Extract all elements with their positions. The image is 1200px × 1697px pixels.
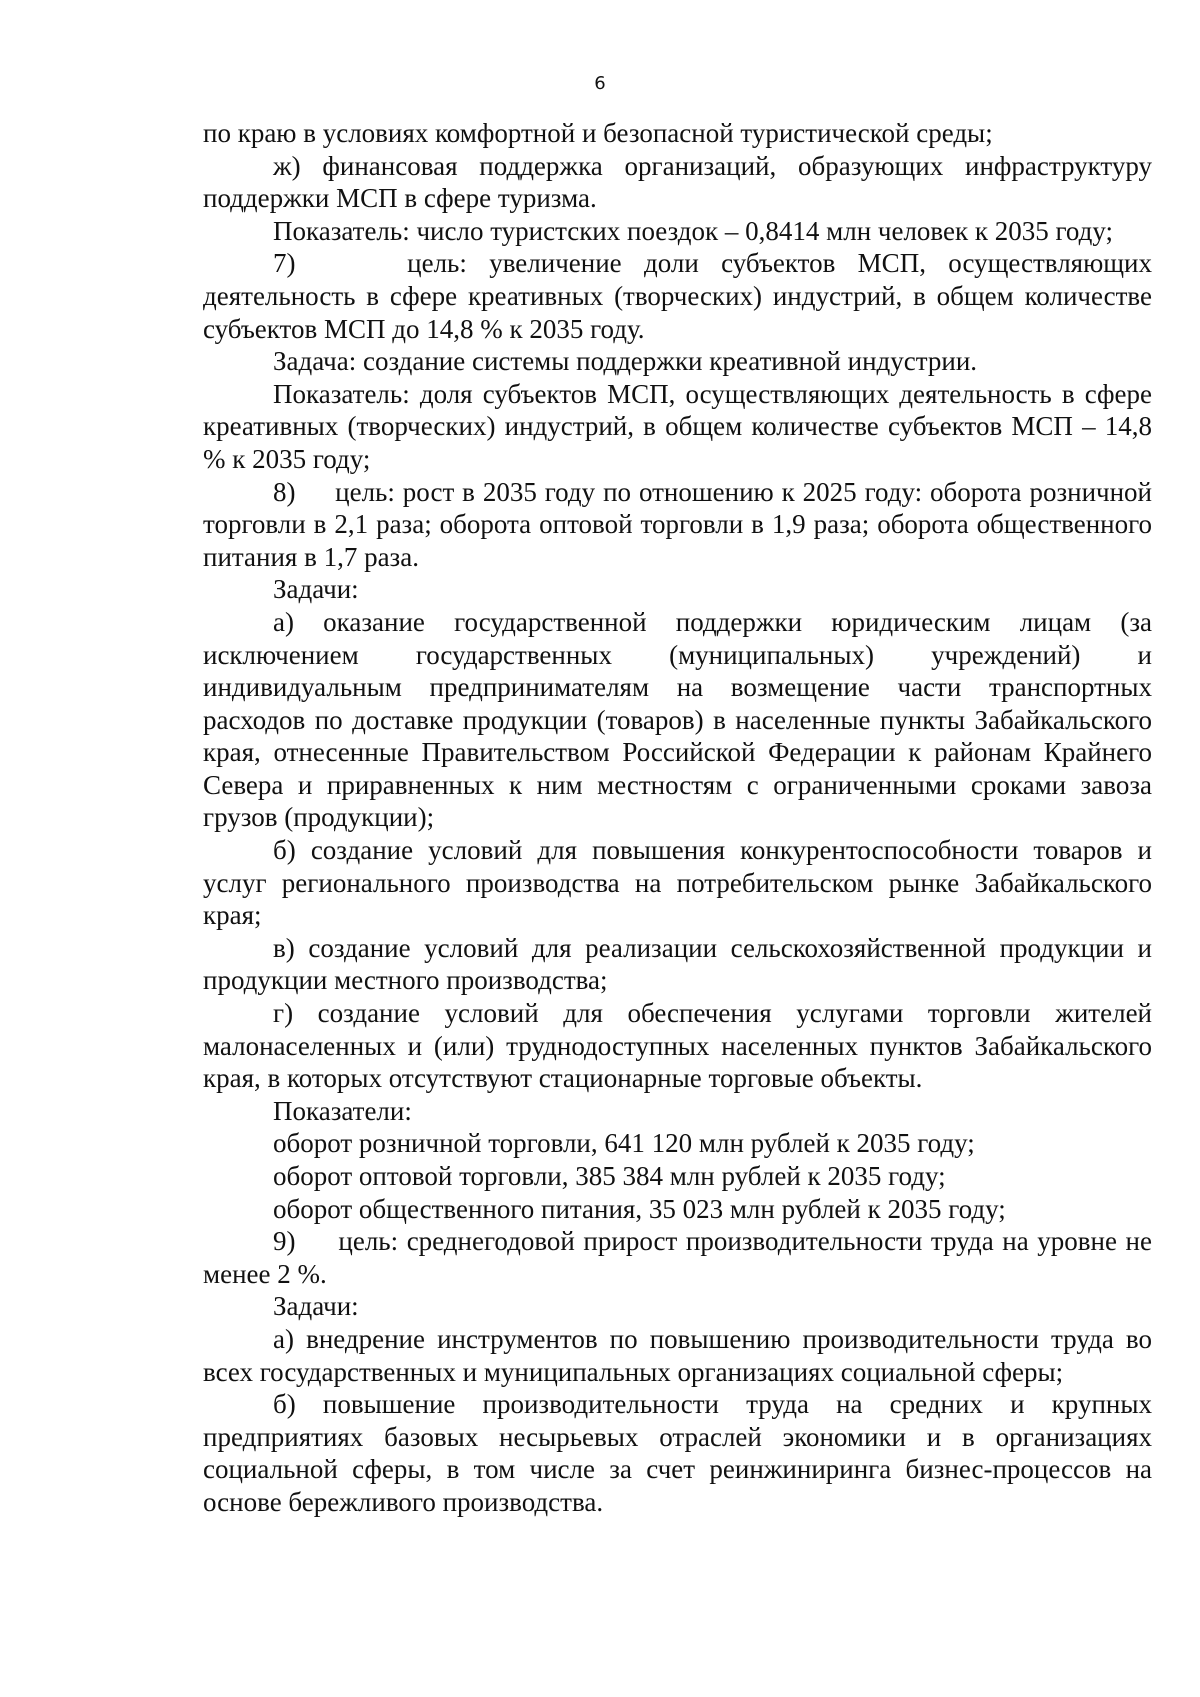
paragraph: б) создание условий для повышения конкурентоспособности товаров и услуг регионального производства на потребительском рынке Забайкальского края; (203, 835, 1152, 931)
paragraph: б) повышение производительности труда на средних и крупных предприятиях базовых несырьевых отраслей экономики и в организациях социальной сферы, в том числе за счет реинжиниринга бизнес-процессов на основе бережливого производства. (203, 1389, 1152, 1517)
paragraph: Показатель: доля субъектов МСП, осуществляющих деятельность в сфере креативных (творческих) индустрий, в общем количестве субъектов МСП – 14,8 % к 2035 году; (203, 378, 1152, 474)
paragraph: ж) финансовая поддержка организаций, образующих инфраструктуру поддержки МСП в сфере туризма. (203, 150, 1152, 214)
paragraph: а) оказание государственной поддержки юридическим лицам (за исключением государственных (муниципальных) учреждений) и индивидуальным предпринимателям на возмещение части транспортных расходов по доставке продукции (товаров) в населенные пункты Забайкальского края, отнесенные Правительством Российской Федерации к районам Крайнего Севера и приравненных к ним местностям с ограниченными сроками завоза грузов (продукции); (203, 606, 1152, 833)
document-body (203, 117, 1152, 1519)
page-number: 6 (594, 73, 606, 94)
paragraph: оборот оптовой торговли, 385 384 млн рублей к 2035 году; (273, 1161, 946, 1191)
paragraph: а) внедрение инструментов по повышению производительности труда во всех государственных и муниципальных организациях социальной сферы; (203, 1323, 1152, 1387)
paragraph: оборот общественного питания, 35 023 млн рублей к 2035 году; (273, 1193, 1006, 1224)
paragraph: 7) цель: увеличение доли субъектов МСП, осуществляющих деятельность в сфере креативных (творческих) индустрий, в общем количестве субъектов МСП до 14,8 % к 2035 году. (203, 248, 1152, 344)
paragraph: 9) цель: среднегодовой прирост производительности труда на уровне не менее 2 %. (203, 1226, 1152, 1289)
paragraph: Показатели: (273, 1095, 412, 1126)
paragraph: Задачи: (273, 574, 359, 605)
paragraph: Показатель: число туристских поездок – 0,8414 млн человек к 2035 году; (273, 215, 1113, 246)
paragraph: по краю в условиях комфортной и безопасной туристической среды; (203, 118, 993, 148)
paragraph: в) создание условий для реализации сельскохозяйственной продукции и продукции местного производства; (203, 932, 1152, 996)
paragraph: Задача: создание системы поддержки креативной индустрии. (273, 346, 978, 377)
paragraph: Задачи: (273, 1291, 359, 1322)
paragraph: г) создание условий для обеспечения услугами торговли жителей малонаселенных и (или) труднодоступных населенных пунктов Забайкальского края, в которых отсутствуют стационарные торговые объекты. (203, 998, 1152, 1094)
paragraph: 8) цель: рост в 2035 году по отношению к 2025 году: оборота розничной торговли в 2,1 раза; оборота оптовой торговли в 1,9 раза; оборота общественного питания в 1,7 раза. (203, 476, 1152, 572)
paragraph: оборот розничной торговли, 641 120 млн рублей к 2035 году; (273, 1128, 975, 1159)
